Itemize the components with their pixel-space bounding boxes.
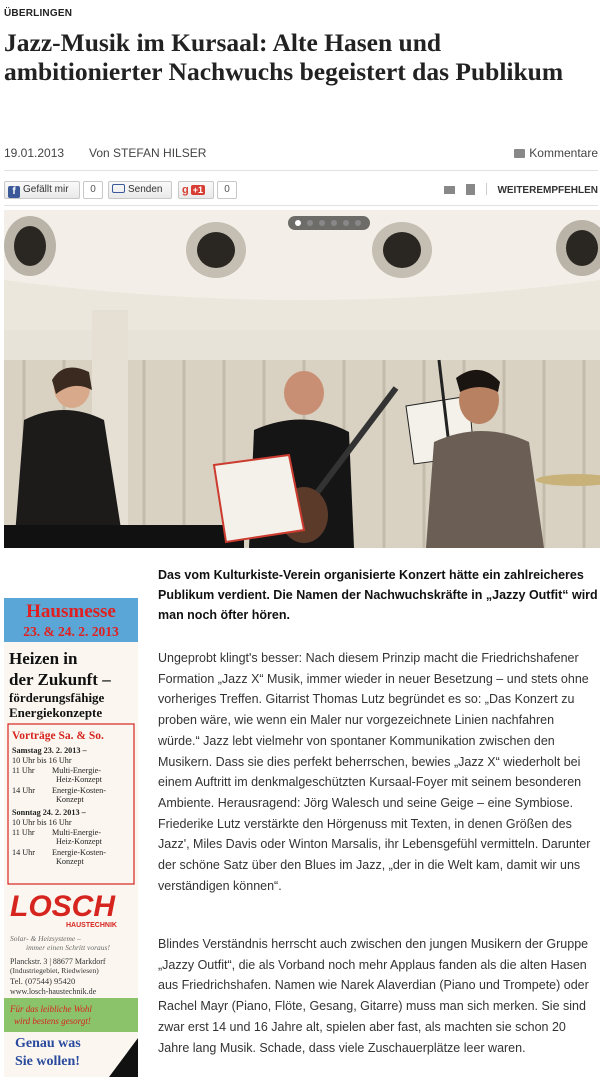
concert-photo <box>4 210 600 548</box>
facebook-like-count: 0 <box>83 181 103 199</box>
article-photo[interactable] <box>4 210 600 548</box>
ad-brand: LOSCH <box>10 890 115 923</box>
svg-text:Multi-Energie-: Multi-Energie- <box>52 828 101 837</box>
article-lead: Das vom Kulturkiste-Verein organisierte Konzert hätte ein zahlreicheres Publikum verdient. Die Namen der Nachwuchskräfte in „Jazzy Outfit“ wird man noch öfter hören. <box>158 568 598 622</box>
facebook-like-button[interactable] <box>4 181 80 199</box>
ad-dates: 23. & 24. 2. 2013 <box>23 624 119 639</box>
svg-text:Konzept: Konzept <box>56 795 84 804</box>
svg-text:immer einen Schritt voraus!: immer einen Schritt voraus! <box>26 943 110 952</box>
svg-text:www.losch-haustechnik.de: www.losch-haustechnik.de <box>10 987 97 996</box>
svg-text:Planckstr. 3 | 88677 Markdorf: Planckstr. 3 | 88677 Markdorf <box>10 957 106 966</box>
slide-dot[interactable] <box>355 220 361 226</box>
ad-subheading: Energiekonzepte <box>9 705 103 720</box>
slide-dot[interactable] <box>307 220 313 226</box>
svg-text:14 Uhr: 14 Uhr <box>12 848 35 857</box>
print-icon[interactable] <box>466 184 475 195</box>
article-kicker: ÜBERLINGEN <box>4 8 73 19</box>
svg-text:11 Uhr: 11 Uhr <box>12 766 35 775</box>
slide-dot[interactable] <box>343 220 349 226</box>
author-link[interactable]: STEFAN HILSER <box>113 146 207 160</box>
byline <box>89 146 206 160</box>
comments-link[interactable] <box>514 146 598 160</box>
ad-footer: Genau was <box>15 1036 81 1051</box>
article-paragraph: Ungeprobt klingt's besser: Nach diesem Prinzip macht die Friedrichshafener Formation „Jazz X“ Musik, immer wieder in neuer Besetzung – und stets ohne vorheriges Treffen. Gitarrist Thomas Lutz begründet es so: „Das Konzert zu proben wäre, wie wenn ein Maler nur vorgezeichnete Linien nachfahren würde.“ Jazz lebt vielmehr von spontaner Kommunikation zwischen den Musikern. Dass sie dies perfekt beherrschen, bewies „Jazz X“ wiederholt bei einem Auftritt im denkmalgeschützten Kursaal-Foyer mit seinem besonderen Ambiente. Herausragend: Jörg Walesch und seine Geige – eine Symbiose. Friederike Lutz verstärkte den Hörgenuss mit Texten, in denen Größen des Jazz', Miles Davis oder Winton Marsalis, ihr Lebensgefühl vermitteln. Darunter der schöne Satz über den Blues im Jazz, „der in die Welt kam, damit wir uns verständigen können“. <box>158 651 591 893</box>
recommend-link[interactable]: WEITEREMPFEHLEN <box>497 185 598 196</box>
facebook-like-label: Gefällt mir <box>23 184 69 195</box>
google-plus-button[interactable] <box>178 181 214 199</box>
svg-text:10 Uhr bis 16 Uhr: 10 Uhr bis 16 Uhr <box>12 756 72 765</box>
svg-text:Solar- & Heizsysteme –: Solar- & Heizsysteme – <box>10 934 81 943</box>
svg-text:(Industriegebiet, Riedwiesen): (Industriegebiet, Riedwiesen) <box>10 966 99 975</box>
svg-text:Für das leibliche Wohl: Für das leibliche Wohl <box>10 1004 92 1014</box>
svg-text:Konzept: Konzept <box>56 857 84 866</box>
comments-label: Kommentare <box>529 146 598 160</box>
svg-text:10 Uhr bis 16 Uhr: 10 Uhr bis 16 Uhr <box>12 818 72 827</box>
facebook-send-button[interactable] <box>108 181 172 199</box>
comment-icon <box>514 149 525 158</box>
ad-brand-sub: HAUSTECHNIK <box>66 922 117 929</box>
svg-text:Tel. (07544) 95420: Tel. (07544) 95420 <box>10 976 76 986</box>
svg-text:11 Uhr: 11 Uhr <box>12 828 35 837</box>
send-label: Senden <box>128 184 163 195</box>
share-tools <box>436 183 598 196</box>
slide-dot[interactable] <box>319 220 325 226</box>
divider <box>4 205 598 206</box>
svg-text:Sonntag 24. 2. 2013 –: Sonntag 24. 2. 2013 – <box>12 808 86 817</box>
divider <box>4 170 598 171</box>
facebook-icon: f <box>8 186 20 198</box>
ad-title: Hausmesse <box>26 601 116 622</box>
separator <box>486 183 487 195</box>
google-plus-icon: g <box>182 184 189 196</box>
article-headline: Jazz-Musik im Kursaal: Alte Hasen und ambitionierter Nachwuchs begeistert das Publikum <box>4 28 564 86</box>
advertisement-graphic <box>4 598 138 1077</box>
svg-text:14 Uhr: 14 Uhr <box>12 786 35 795</box>
slide-dot[interactable] <box>295 220 301 226</box>
article-date: 19.01.2013 <box>4 146 65 160</box>
send-icon <box>112 184 125 193</box>
slide-dot[interactable] <box>331 220 337 226</box>
google-plus-count: 0 <box>217 181 237 199</box>
google-plus-label: +1 <box>192 185 203 195</box>
ad-heading: Heizen in <box>9 649 78 668</box>
social-share-bar <box>4 180 598 202</box>
ad-heading: der Zukunft – <box>9 670 111 689</box>
ad-talks-title: Vorträge Sa. & So. <box>12 730 104 742</box>
slideshow-indicator <box>288 216 370 230</box>
advertisement-losch[interactable] <box>4 598 138 1077</box>
byline-label: Von <box>89 146 110 160</box>
svg-text:Heiz-Konzept: Heiz-Konzept <box>56 775 102 784</box>
mail-icon[interactable] <box>444 186 455 194</box>
svg-text:Energie-Kosten-: Energie-Kosten- <box>52 848 106 857</box>
svg-text:Samstag 23. 2. 2013 –: Samstag 23. 2. 2013 – <box>12 746 87 755</box>
svg-text:wird bestens gesorgt!: wird bestens gesorgt! <box>14 1016 91 1026</box>
svg-text:Energie-Kosten-: Energie-Kosten- <box>52 786 106 795</box>
ad-subheading: förderungsfähige <box>9 690 105 705</box>
ad-footer: Sie wollen! <box>15 1054 80 1069</box>
svg-text:Multi-Energie-: Multi-Energie- <box>52 766 101 775</box>
svg-text:Heiz-Konzept: Heiz-Konzept <box>56 837 102 846</box>
article-paragraph: Blindes Verständnis herrscht auch zwischen den jungen Musikern der Gruppe „Jazzy Outfit“, die als Vorband noch mehr Applaus fanden als die alten Hasen aus Friedrichshafen. Namen wie Narek Alaverdian (Piano und Trompete) oder Rachel Mayr (Piano, Flöte, Gesang, Gitarre) muss man sich merken. Sie sind zwar erst 14 und 16 Jahre alt, spielen aber fast, als machten sie schon 20 Jahre lang Musik. Schade, dass viele Zuschauerplätze leer waren. <box>158 937 589 1055</box>
